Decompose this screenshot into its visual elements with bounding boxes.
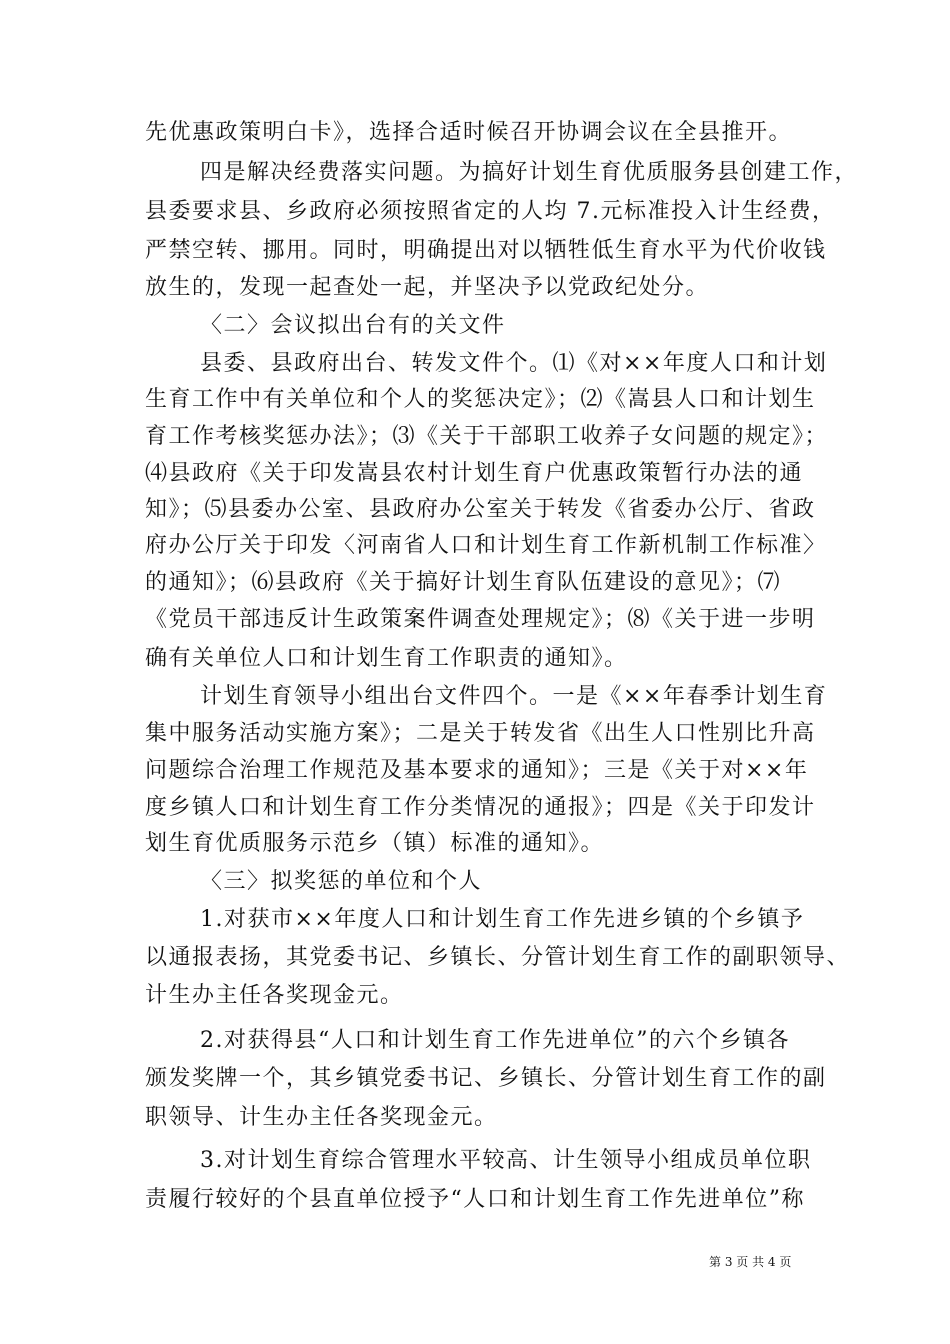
text-line: 严禁空转、挪用。同时，明确提出对以牺牲低生育水平为代价收钱: [145, 238, 827, 263]
page-number: 第 3 页 共 4 页: [709, 1255, 792, 1269]
text-line: 确有关单位人口和计划生育工作职责的通知》。: [145, 646, 628, 671]
section-heading: 〈三〉拟奖惩的单位和个人: [200, 869, 483, 894]
text-line: 颁发奖牌一个，其乡镇党委书记、乡镇长、分管计划生育工作的副: [145, 1066, 827, 1091]
text-line: 知》；⑸县委办公室、县政府办公室关于转发《省委办公厅、省政: [145, 497, 816, 522]
text-line: 3.对计划生育综合管理水平较高、计生领导小组成员单位职: [200, 1148, 812, 1173]
text-line: 问题综合治理工作规范及基本要求的通知》；三是《关于对××年: [145, 758, 809, 783]
text-line: 府办公厅关于印发〈河南省人口和计划生育工作新机制工作标准〉: [145, 533, 827, 558]
text-line: 1.对获市××年度人口和计划生育工作先进乡镇的个乡镇予: [200, 907, 805, 932]
text-line: 县委、县政府出台、转发文件个。⑴《对××年度人口和计划: [200, 351, 828, 376]
text-line: 四是解决经费落实问题。为搞好计划生育优质服务县创建工作，: [200, 160, 859, 185]
text-line: 计划生育领导小组出台文件四个。一是《××年春季计划生育: [200, 684, 828, 709]
text-line: 育工作考核奖惩办法》；⑶《关于干部职工收养子女问题的规定》；: [145, 424, 829, 449]
text-line: 计生办主任各奖现金元。: [145, 983, 404, 1008]
text-line: 度乡镇人口和计划生育工作分类情况的通报》；四是《关于印发计: [145, 795, 816, 820]
text-line: 责履行较好的个县直单位授予“人口和计划生育工作先进单位”称: [145, 1187, 805, 1212]
section-heading: 〈二〉会议拟出台有的关文件: [200, 313, 506, 338]
text-line: 2.对获得县“人口和计划生育工作先进单位”的六个乡镇各: [200, 1028, 790, 1053]
text-line: 集中服务活动实施方案》；二是关于转发省《出生人口性别比升高: [145, 721, 816, 746]
text-line: 放生的，发现一起查处一起，并坚决予以党政纪处分。: [145, 275, 710, 300]
text-line: 的通知》；⑹县政府《关于搞好计划生育队伍建设的意见》；⑺: [145, 570, 782, 595]
text-line: 职领导、计生办主任各奖现金元。: [145, 1105, 498, 1130]
text-line: 以通报表扬，其党委书记、乡镇长、分管计划生育工作的副职领导、: [145, 945, 851, 970]
text-line: ⑷县政府《关于印发嵩县农村计划生育户优惠政策暂行办法的通: [145, 461, 804, 486]
text-line: 《党员干部违反计生政策案件调查处理规定》；⑻《关于进一步明: [145, 607, 816, 632]
text-line: 先优惠政策明白卡》，选择合适时候召开协调会议在全县推开。: [145, 120, 793, 145]
text-line: 生育工作中有关单位和个人的奖惩决定》；⑵《嵩县人口和计划生: [145, 387, 816, 412]
text-line: 县委要求县、乡政府必须按照省定的人均 7.元标准投入计生经费，: [145, 199, 836, 224]
text-line: 划生育优质服务示范乡（镇）标准的通知》。: [145, 831, 605, 856]
